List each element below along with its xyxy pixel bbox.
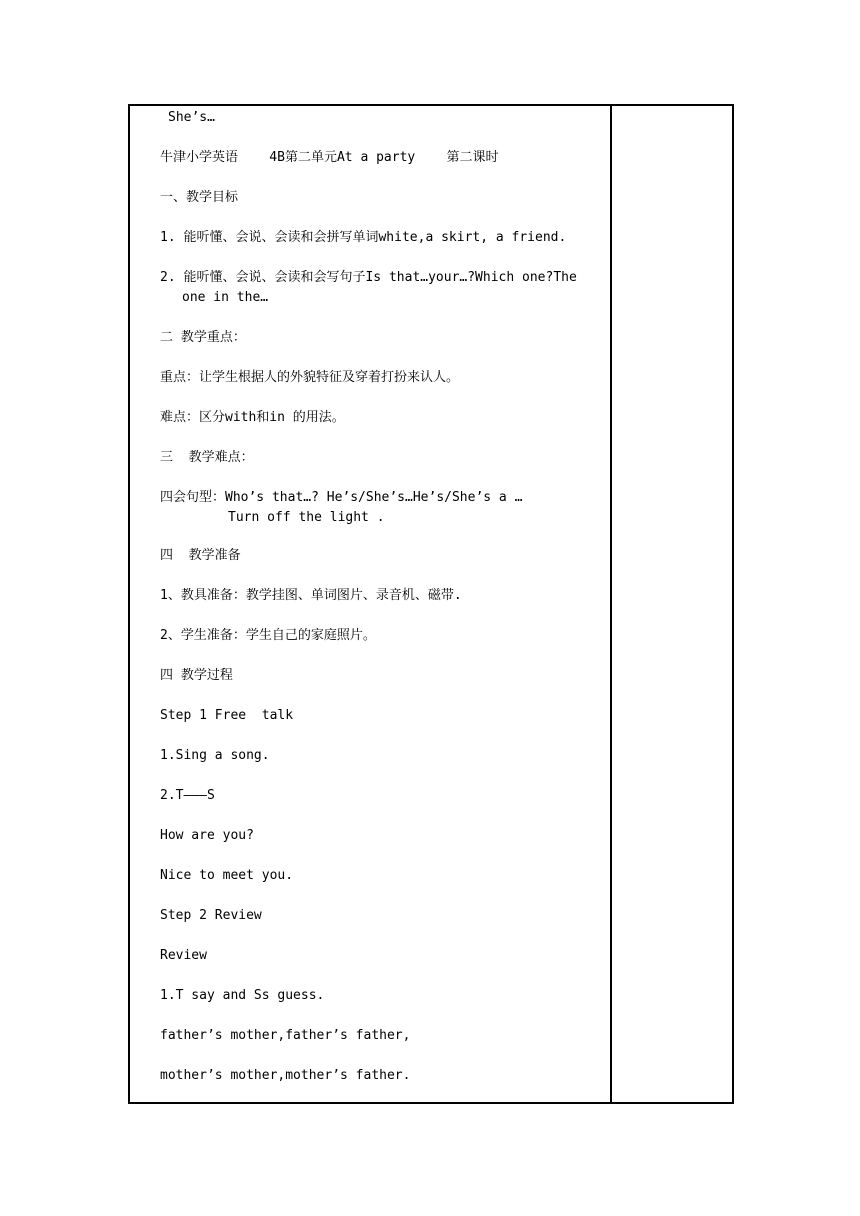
section-heading: 二 教学重点： bbox=[160, 330, 246, 345]
text-line: father’s mother,father’s father, bbox=[160, 1028, 411, 1043]
text-line: 2.T———S bbox=[160, 788, 215, 803]
text-line: How are you? bbox=[160, 828, 254, 843]
text-line: mother’s mother,mother’s father. bbox=[160, 1068, 411, 1083]
section-heading: 三 教学难点： bbox=[160, 450, 254, 465]
text-line: Nice to meet you. bbox=[160, 868, 294, 883]
notes-cell bbox=[612, 106, 732, 1102]
lesson-plan-table bbox=[128, 104, 734, 1104]
text-line: Turn off the light . bbox=[228, 510, 385, 525]
lesson-title: 牛津小学英语 4B第二单元At a party 第二课时 bbox=[160, 150, 499, 165]
text-line: 难点：区分with和in 的用法。 bbox=[160, 410, 345, 425]
section-heading: 一、教学目标 bbox=[160, 190, 239, 205]
text-line: Review bbox=[160, 948, 207, 963]
text-line: 1、教具准备：教学挂图、单词图片、录音机、磁带. bbox=[160, 588, 462, 603]
text-line: one in the… bbox=[182, 290, 269, 305]
text-line: 2. 能听懂、会说、会读和会写句子Is that…your…?Which one?The bbox=[160, 270, 577, 285]
text-line: 1.T say and Ss guess. bbox=[160, 988, 325, 1003]
text-line: 四会句型：Who’s that…? He’s/She’s…He’s/She’s a … bbox=[160, 490, 523, 505]
text-line: She’s… bbox=[168, 110, 215, 125]
text-line: 1.Sing a song. bbox=[160, 748, 270, 763]
section-heading: 四 教学准备 bbox=[160, 548, 241, 563]
text-line: 1. 能听懂、会说、会读和会拼写单词white,a skirt, a friend. bbox=[160, 230, 567, 245]
step-heading: Step 2 Review bbox=[160, 908, 262, 923]
step-heading: Step 1 Free talk bbox=[160, 708, 294, 723]
content-cell bbox=[130, 106, 610, 1102]
section-heading: 四 教学过程 bbox=[160, 668, 233, 683]
text-line: 重点：让学生根据人的外貌特征及穿着打扮来认人。 bbox=[160, 370, 460, 385]
text-line: 2、学生准备：学生自己的家庭照片。 bbox=[160, 628, 376, 643]
